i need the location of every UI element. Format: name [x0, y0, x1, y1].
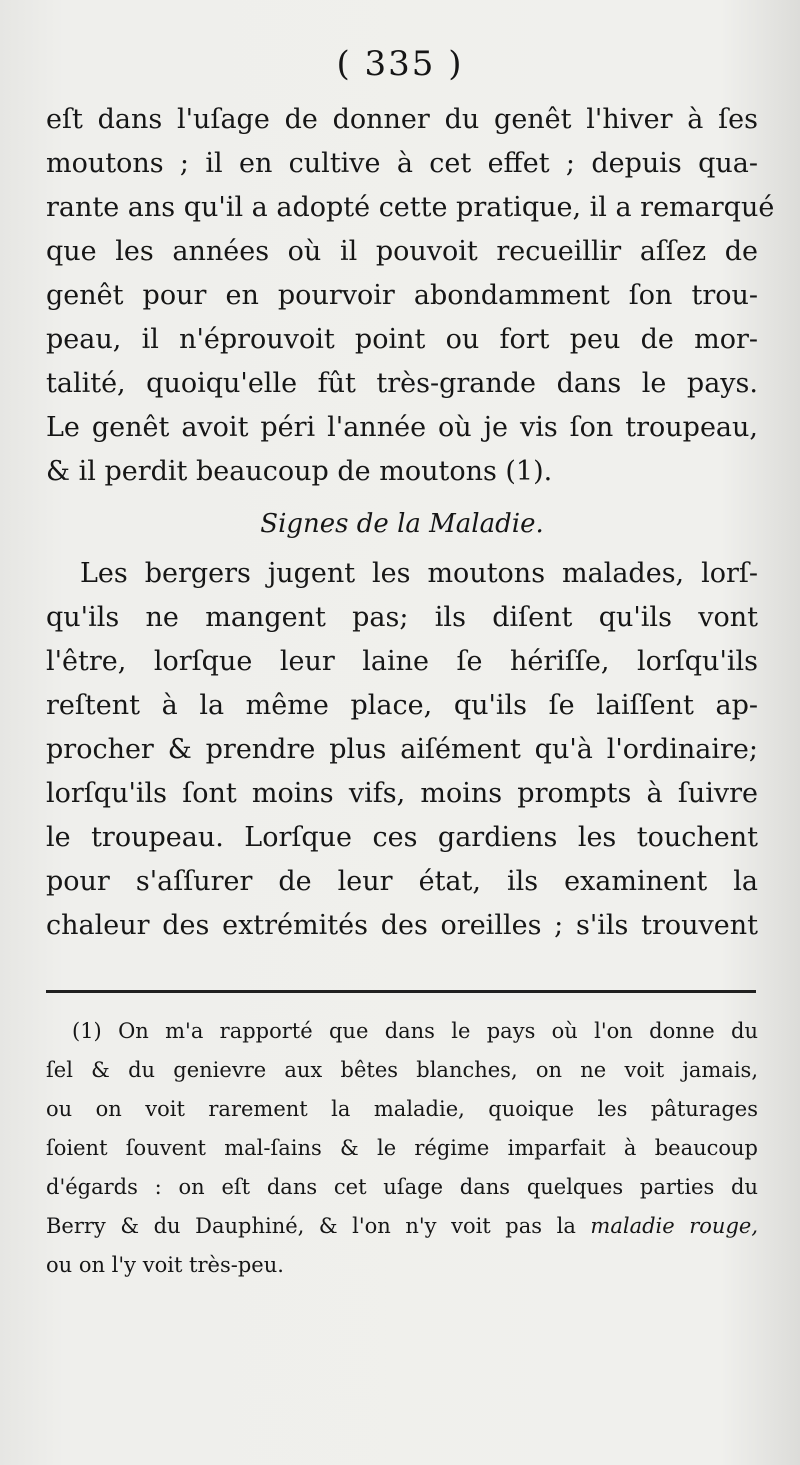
text-line: le troupeau. Lorſque ces gardiens les touchent: [46, 822, 758, 853]
text-line: reſtent à la même place, qu'ils ſe laiſſent ap-: [46, 690, 758, 721]
page-number: ( 335 ): [336, 44, 464, 84]
text-line: chaleur des extrémités des oreilles ; s'ils trouvent: [46, 910, 758, 941]
footnote-line: ou on l'y voit très-peu.: [46, 1253, 284, 1277]
text-line: l'être, lorſque leur laine ſe hériſſe, lorſqu'ils: [46, 646, 758, 677]
text-line: procher & prendre plus aiſément qu'à l'ordinaire;: [46, 734, 758, 765]
footnote-line: [46, 1207, 758, 1246]
footnote-line: ſoient ſouvent mal-ſains & le régime imparfait à beaucoup: [46, 1136, 758, 1160]
body-text: [46, 98, 775, 948]
footnote-divider: [46, 990, 756, 993]
text-line: talité, quoiqu'elle fût très-grande dans le pays.: [46, 368, 758, 399]
text-line: pour s'aſſurer de leur état, ils examinent la: [46, 866, 758, 897]
section-heading: Signes de la Maladie.: [260, 509, 544, 539]
footnote-line-text: Berry & du Dauphiné, & l'on n'y voit pas la: [46, 1214, 576, 1238]
footnote: [46, 1012, 758, 1285]
text-line: moutons ; il en cultive à cet effet ; depuis qua-: [46, 148, 758, 179]
footnote-line: d'égards : on eſt dans cet uſage dans quelques parties du: [46, 1175, 758, 1199]
text-line: peau, il n'éprouvoit point ou fort peu de mor-: [46, 324, 758, 355]
footnote-line: (1) On m'a rapporté que dans le pays où l'on donne du: [72, 1019, 758, 1043]
text-line: & il perdit beaucoup de moutons (1).: [46, 456, 553, 487]
text-line: rante ans qu'il a adopté cette pratique, il a remarqué: [46, 192, 775, 223]
text-line: que les années où il pouvoit recueillir aſſez de: [46, 236, 758, 267]
text-line: lorſqu'ils ſont moins vifs, moins prompts à ſuivre: [46, 778, 758, 809]
text-line: genêt pour en pourvoir abondamment ſon trou-: [46, 280, 758, 311]
text-line: Les bergers jugent les moutons malades, lorſ-: [80, 558, 758, 589]
footnote-line: ou on voit rarement la maladie, quoique les pâturages: [46, 1097, 758, 1121]
footnote-line: ſel & du genievre aux bêtes blanches, on ne voit jamais,: [46, 1058, 758, 1082]
footnote-italic-term: maladie rouge,: [590, 1214, 758, 1238]
text-line: qu'ils ne mangent pas; ils diſent qu'ils vont: [46, 602, 758, 633]
text-line: eſt dans l'uſage de donner du genêt l'hiver à ſes: [46, 104, 758, 135]
text-line: Le genêt avoit péri l'année où je vis ſon troupeau,: [46, 412, 758, 443]
